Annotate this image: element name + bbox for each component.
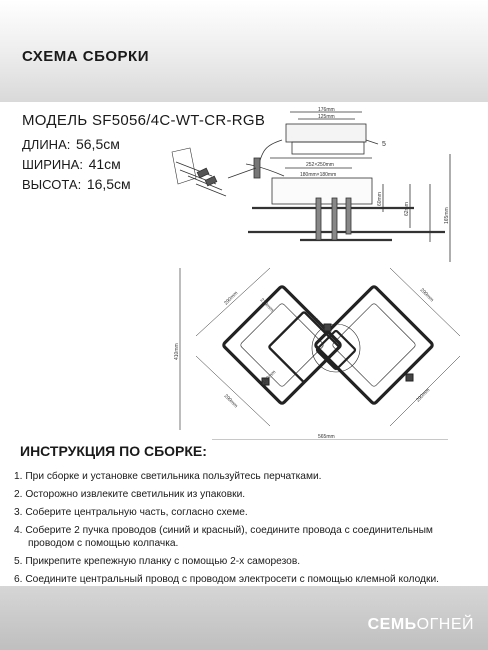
brand-light: ОГНЕЙ [416,616,474,633]
dim-diag-3: 290mm [222,393,239,410]
dim-diag-4: 290mm [415,387,432,404]
dim-left-height: 410mm [174,343,180,360]
dim-mid-box: 252×250mm [306,162,334,168]
spec-width-value: 41см [88,156,121,172]
dim-marker: 5 [382,141,386,148]
instruction-step-4 [14,524,484,550]
brand-bold: СЕМЬ [367,616,417,633]
dim-diag-inner-3: 125mm [310,315,327,332]
instruction-step-6: 6. Соедините центральный провод с проводом электросети с помощью клемной колодки. [14,574,439,585]
dim-diag-2: 290mm [418,287,435,304]
instruction-step-4-line-1: 4. Соберите 2 пучка проводов (синий и красный), соедините провода с соединительным [14,525,433,536]
spec-height-value: 16,5см [86,176,131,192]
spec-length-value: 56,5см [75,136,120,152]
page-title: СХЕМА СБОРКИ [22,48,149,65]
dim-h3: 165mm [444,207,450,224]
instructions-list [14,470,484,591]
dim-diag-1: 290mm [223,290,240,307]
instruction-step-4-line-2: проводом с помощью колпачка. [28,538,179,549]
dim-diag-inner-2: 180mm [261,369,278,386]
instructions-title: ИНСТРУКЦИЯ ПО СБОРКЕ: [20,443,207,459]
dim-top-outer: 176mm [318,107,335,113]
top-view [180,268,460,440]
instruction-step-3: 3. Соберите центральную часть, согласно схеме. [14,507,248,518]
dim-lower-box: 180mm×180mm [300,172,337,178]
spec-height-label: ВЫСОТА: [22,177,82,192]
instruction-step-5: 5. Прикрепите крепежную планку с помощью 2-х саморезов. [14,556,301,567]
spec-length-label: ДЛИНА: [22,137,71,152]
model-name: МОДЕЛЬ SF5056/4C-WT-CR-RGB [22,112,266,129]
brand-logo [368,616,474,634]
instruction-step-1: 1. При сборке и установке светильника пользуйтесь перчатками. [14,471,322,482]
dim-bottom-width: 565mm [318,434,335,440]
dim-h1: 60mm [377,192,383,206]
side-view [172,112,450,262]
dim-top-inner: 125mm [318,114,335,120]
spec-width-label: ШИРИНА: [22,157,83,172]
instruction-step-2: 2. Осторожно извлеките светильник из упаковки. [14,489,246,500]
dim-h2: 62mm [404,202,410,216]
dim-diag-inner-1: 210mm [258,297,275,314]
